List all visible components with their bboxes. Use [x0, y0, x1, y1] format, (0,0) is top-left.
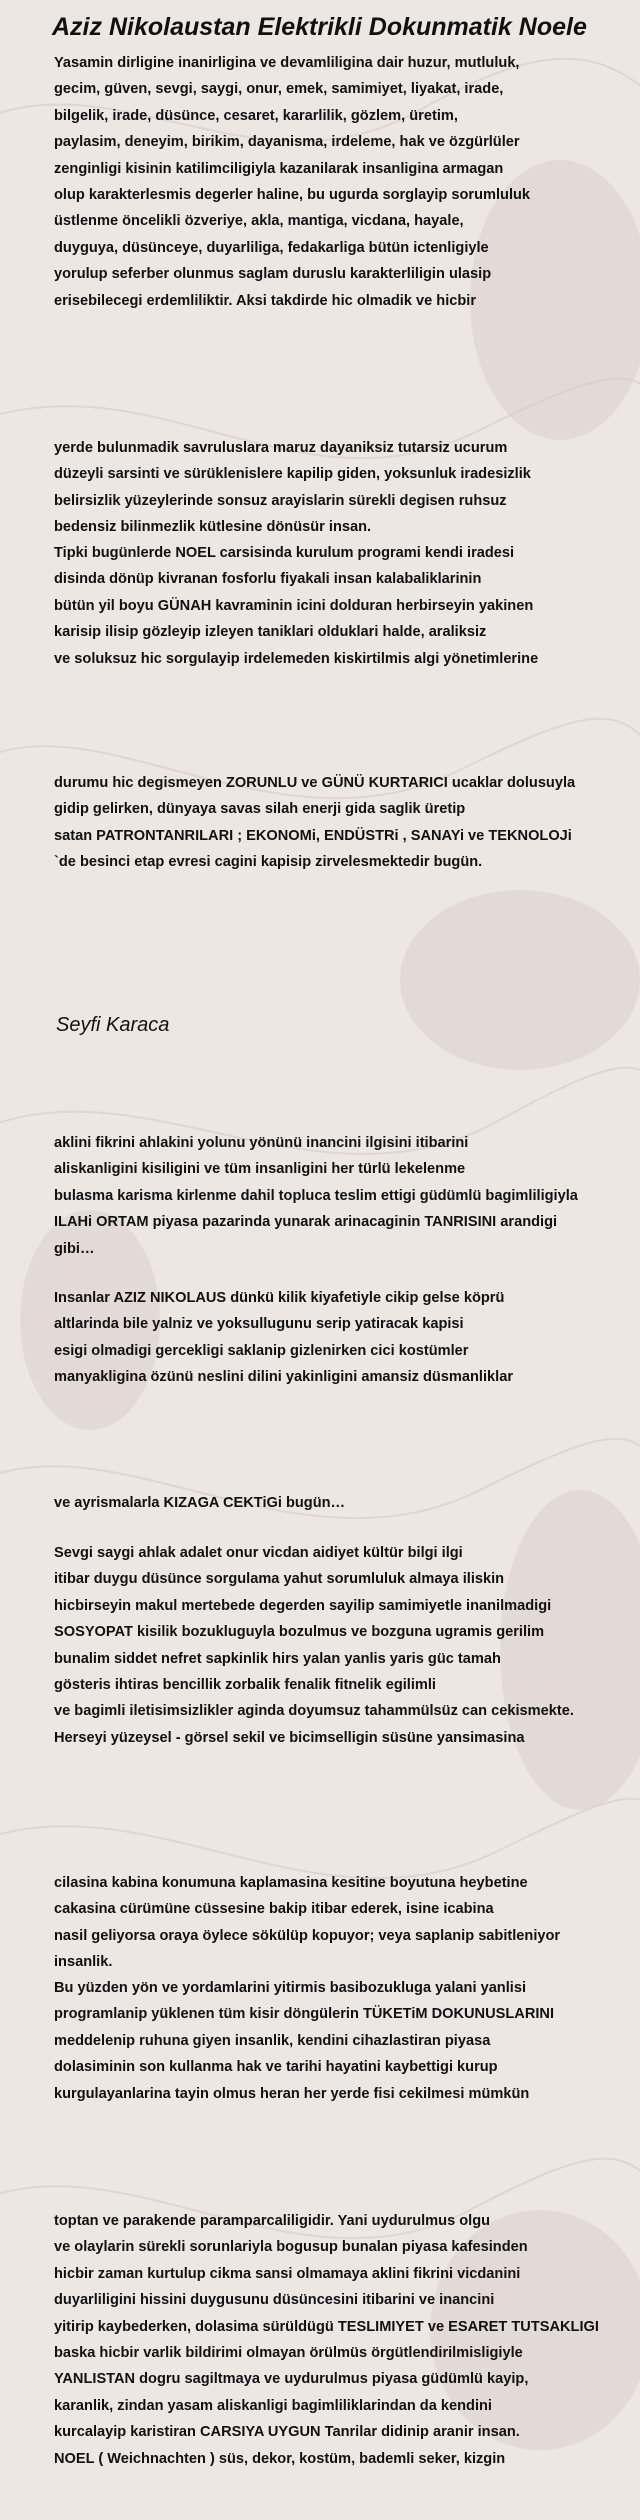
text-line: gibi… [54, 1240, 95, 1257]
paragraph-1 [54, 50, 640, 314]
text-line: karisip ilisip gözleyip izleyen taniklari olduklari halde, araliksiz [54, 624, 487, 641]
text-line: durumu hic degismeyen ZORUNLU ve GÜNÜ KURTARICI ucaklar dolusuyla [54, 775, 576, 791]
text-line: dolasiminin son kullanma hak ve tarihi hayatini kaybettigi kurup [54, 2059, 498, 2076]
paragraph-10 [54, 1975, 640, 2107]
text-line: paylasim, deneyim, birikim, dayanisma, irdeleme, hak ve özgürlüler [54, 134, 520, 151]
page-title: Aziz Nikolaustan Elektrikli Dokunmatik Noele [52, 13, 587, 41]
text-line: insanlik. [54, 1954, 113, 1971]
text-line: duyarliligini hissini duygusunu düsüncesini itibarini ve inancini [54, 2292, 495, 2309]
text-line: manyakligina özünü neslini dilini yakinligini amansiz düsmanliklar [54, 1369, 514, 1386]
text-line: olup karakterlesmis degerler haline, bu ugurda sorglayip sorumluluk [54, 186, 531, 203]
text-line: SOSYOPAT kisilik bozukluguyla bozulmus ve bozguna ugramis gerilim [54, 1624, 545, 1641]
text-line: itibar duygu düsünce sorgulama yahut sorumluluk almaya iliskin [54, 1571, 505, 1588]
text-line: aliskanligini kisiligini ve tüm insanligini her türlü lekelenme [54, 1161, 466, 1178]
text-line: duyguya, düsünceye, duyarliliga, fedakarliga bütün ictenligiyle [54, 239, 489, 256]
paragraph-3 [54, 540, 640, 672]
text-line: ve bagimli iletisimsizlikler aginda doyumsuz tahammülsüz can cekismekte. [54, 1703, 574, 1720]
author-name: Seyfi Karaca [56, 1014, 170, 1036]
paragraph-2 [54, 435, 640, 541]
paragraph-11 [54, 2208, 640, 2472]
text-line: hicbirseyin makul mertebede degerden sayilip samimiyetle inanilmadigi [54, 1597, 552, 1614]
paragraph-9 [54, 1870, 640, 1976]
text-line: Insanlar AZIZ NIKOLAUS dünkü kilik kiyafetiyle cikip gelse köprü [54, 1290, 505, 1306]
text-line: belirsizlik yüzeylerinde sonsuz arayislarin sürekli degisen ruhsuz [54, 492, 507, 509]
text-line: `de besinci etap evresi cagini kapisip zirvelesmektedir bugün. [54, 854, 483, 871]
text-line: YANLISTAN dogru sagiltmaya ve uydurulmus piyasa güdümlü kayip, [54, 2371, 529, 2388]
text-line: yerde bulunmadik savruluslara maruz dayaniksiz tutarsiz ucurum [54, 440, 508, 456]
text-line: nasil geliyorsa oraya öylece sökülüp kopuyor; veya saplanip sabitleniyor [54, 1927, 561, 1944]
paragraph-6 [54, 1285, 640, 1391]
text-line: Bu yüzden yön ve yordamlarini yitirmis basibozukluga yalani yanlisi [54, 1980, 527, 1996]
text-line: cakasina cürümüne cüssesine bakip itibar ederek, isine icabina [54, 1901, 494, 1918]
text-line: altlarinda bile yalniz ve yoksullugunu serip yatiracak kapisi [54, 1316, 464, 1333]
text-line: ve ayrismalarla KIZAGA CEKTiGi bugün… [54, 1495, 346, 1511]
text-line: aklini fikrini ahlakini yolunu yönünü inancini ilgisini itibarini [54, 1135, 469, 1151]
text-line: üstlenme öncelikli özveriye, akla, mantiga, vicdana, hayale, [54, 213, 464, 230]
text-line: yorulup seferber olunmus saglam duruslu karakterliligin ulasip [54, 266, 492, 283]
text-line: meddelenip ruhuna giyen insanlik, kendini cihazlastiran piyasa [54, 2032, 491, 2049]
text-line: Yasamin dirligine inanirligina ve devamliligina dair huzur, mutluluk, [54, 55, 520, 71]
text-line: zenginligi kisinin katilimciligiyla kazanilarak insanligina armagan [54, 160, 504, 177]
text-line: NOEL ( Weichnachten ) süs, dekor, kostüm, bademli seker, kizgin [54, 2450, 506, 2467]
text-line: baska hicbir varlik bildirimi olmayan örülmüs örgütlendirilmisligiyle [54, 2344, 523, 2361]
text-line: bunalim siddet nefret sapkinlik hirs yalan yanlis yaris güc tamah [54, 1650, 501, 1667]
text-line: Sevgi saygi ahlak adalet onur vicdan aidiyet kültür bilgi ilgi [54, 1545, 463, 1561]
text-line: gecim, güven, sevgi, saygi, onur, emek, samimiyet, liyakat, irade, [54, 81, 504, 98]
text-line: hicbir zaman kurtulup cikma sansi olmamaya aklini fikrini vicdanini [54, 2265, 521, 2282]
text-line: ve soluksuz hic sorgulayip irdelemeden kiskirtilmis algi yönetimlerine [54, 650, 539, 667]
text-line: bulasma karisma kirlenme dahil topluca teslim ettigi güdümlü bagimliligiyla [54, 1187, 578, 1204]
text-line: gidip gelirken, dünyaya savas silah enerji gida saglik üretip [54, 801, 466, 818]
text-line: Tipki bugünlerde NOEL carsisinda kurulum programi kendi iradesi [54, 545, 515, 561]
paragraph-4 [54, 770, 640, 876]
text-line: programlanip yüklenen tüm kisir döngülerin TÜKETiM DOKUNUSLARINI [54, 2006, 555, 2023]
text-line: kurgulayanlarina tayin olmus heran her yerde fisi cekilmesi mümkün [54, 2085, 530, 2102]
paragraph-8 [54, 1540, 640, 1751]
text-line: yitirip kaybederken, dolasima sürüldügü TESLIMIYET ve ESARET TUTSAKLIGI [54, 2318, 599, 2335]
text-line: cilasina kabina konumuna kaplamasina kesitine boyutuna heybetine [54, 1875, 528, 1891]
text-line: ve olaylarin sürekli sorunlariyla bogusup bunalan piyasa kafesinden [54, 2239, 528, 2256]
text-line: gösteris ihtiras bencillik zorbalik fenalik fitnelik egilimli [54, 1676, 436, 1693]
paragraph-7 [54, 1490, 640, 1516]
text-line: bedensiz bilinmezlik kütlesine dönüsür insan. [54, 519, 372, 536]
text-line: düzeyli sarsinti ve sürüklenislere kapilip giden, yoksunluk iradesizlik [54, 466, 531, 483]
text-line: erisebilecegi erdemliliktir. Aksi takdirde hic olmadik ve hicbir [54, 292, 477, 309]
paragraph-5 [54, 1130, 640, 1262]
text-line: bilgelik, irade, düsünce, cesaret, kararlilik, gözlem, üretim, [54, 107, 458, 124]
text-line: kurcalayip karistiran CARSIYA UYGUN Tanrilar didinip aranir insan. [54, 2424, 520, 2441]
text-line: esigi olmadigi gercekligi saklanip gizlenirken cici kostümler [54, 1342, 469, 1359]
text-line: disinda dönüp kivranan fosforlu fiyakali insan kalabaliklarinin [54, 571, 482, 588]
text-line: satan PATRONTANRILARI ; EKONOMi, ENDÜSTRi , SANAYi ve TEKNOLOJi [54, 827, 572, 844]
text-line: bütün yil boyu GÜNAH kavraminin icini dolduran herbirseyin yakinen [54, 597, 534, 614]
text-line: karanlik, zindan yasam aliskanligi bagimliliklarindan da kendini [54, 2397, 492, 2414]
text-line: toptan ve parakende paramparcaliligidir. Yani uydurulmus olgu [54, 2213, 491, 2229]
text-line: ILAHi ORTAM piyasa pazarinda yunarak arinacaginin TANRISINI arandigi [54, 1214, 558, 1231]
text-line: Herseyi yüzeysel - görsel sekil ve bicimselligin süsüne yansimasina [54, 1729, 525, 1746]
